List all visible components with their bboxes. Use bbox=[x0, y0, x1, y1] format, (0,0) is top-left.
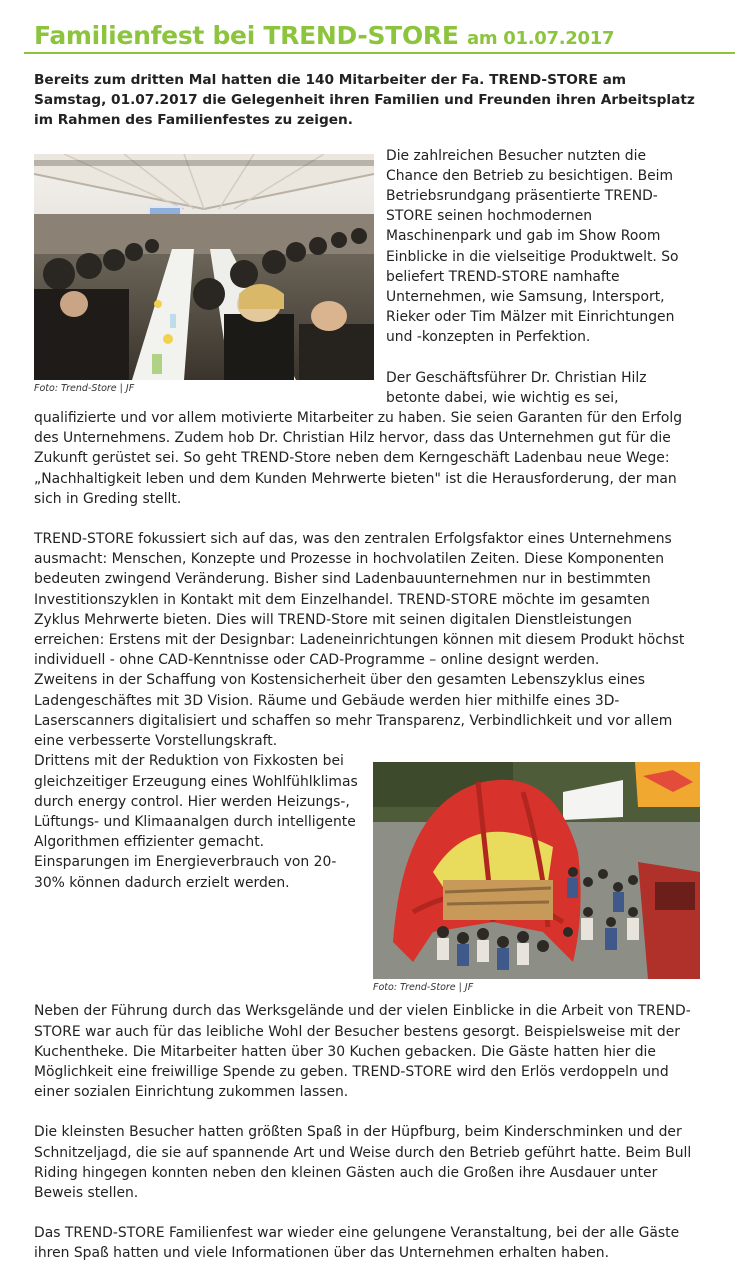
title-date: am 01.07.2017 bbox=[467, 28, 615, 49]
body-paragraph: Zweitens in der Schaffung von Kostensicherheit über den gesamten Lebenszyklus eines Ladengeschäftes mit 3D Vision. Räume und Gebäude werden hier mithilfe eines 3D-Laserscanners digitalisiert und schaffen so mehr Transparenz, Verbindlichkeit und vor allem eine verbesserte Vorstellungskraft. bbox=[34, 672, 673, 750]
photo-tent-event bbox=[34, 154, 374, 380]
body-paragraph: Die zahlreichen Besucher nutzten die Chance den Betrieb zu besichtigen. Beim Betriebsrundgang präsentierte TREND-STORE seinen hochmodernen Maschinenpark und gab im Show Room Einblicke in die vielseitige Produktwelt. So beliefert TREND-STORE namhafte Unternehmen, wie Samsung, Intersport, Rieker oder Tim Mälzer mit Einrichtungen und -konzepten in Perfektion. bbox=[386, 147, 679, 346]
body-paragraph: Drittens mit der Reduktion von Fixkosten bei gleichzeitiger Erzeugung eines Wohlfühlklimas durch energy control. Hier werden Heizungs-, Lüftungs- und Klimaanalgen durch intelligente Algorithmen effizienter gemacht. Einsparungen im Energieverbrauch von 20-30% können dadurch erzielt werden. bbox=[34, 753, 358, 891]
article-body bbox=[34, 70, 700, 1284]
photo-outdoor-tent bbox=[373, 762, 700, 979]
body-paragraph: TREND-STORE fokussiert sich auf das, was den zentralen Erfolgsfaktor eines Unternehmens ausmacht: Menschen, Konzepte und Prozesse in hochvolatilen Zeiten. Diese Komponenten bedeuten zwingend Veränderung. Bisher sind Ladenbauunternehmen nur in bestimmten Investitionszyklen in Kontakt mit dem Einzelhandel. TREND-STORE möchte im gesamten Zyklus Mehrwerte bieten. Dies will TREND-Store mit seinen digitalen Dienstleistungen erreichen: Erstens mit der Designbar: Ladeneinrichtungen können mit diesem Produkt höchst individuell - ohne CAD-Kenntnisse oder CAD-Programme – online designt werden. bbox=[34, 531, 685, 669]
title-underline bbox=[24, 52, 735, 54]
lead-paragraph: Bereits zum dritten Mal hatten die 140 Mitarbeiter der Fa. TREND-STORE am Samstag, 01.07.2017 die Gelegenheit ihren Familien und Freunden ihren Arbeitsplatz im Rahmen des Familienfestes zu zeigen. bbox=[34, 72, 695, 129]
body-paragraph: Der Geschäftsführer Dr. Christian Hilz betonte dabei, wie wichtig es sei, qualifizierte und vor allem motivierte Mitarbeiter zu haben. Sie seien Garanten für den Erfolg des Unternehmens. Zudem hob Dr. Christian Hilz hervor, dass das Unternehmen gut für die Zukunft gerüstet sei. So geht TREND-Store neben dem Kerngeschäft Ladenbau neue Wege: „Nachhaltigkeit leben und dem Kunden Mehrwerte bieten" ist die Herausforderung, der man sich in Greding stellt. bbox=[34, 369, 683, 507]
figure-outdoor-tent bbox=[373, 762, 700, 995]
body-paragraph: Die kleinsten Besucher hatten größten Spaß in der Hüpfburg, beim Kinderschminken und der Schnitzeljagd, die sie auf spannende Art und Weise durch den Betrieb geführt hatte. Beim Bull Riding hingegen konnten neben den kleinen Gästen auch die Großen ihre Ausdauer unter Beweis stellen. bbox=[34, 1124, 692, 1201]
body-paragraph: Das TREND-STORE Familienfest war wieder eine gelungene Veranstaltung, bei der alle Gäste ihren Spaß hatten und viele Informationen über das Unternehmen erhalten haben. bbox=[34, 1225, 680, 1262]
photo-caption: Foto: Trend-Store | JF bbox=[373, 982, 474, 994]
body-paragraph: Neben der Führung durch das Werksgelände und der vielen Einblicke in die Arbeit von TREND-STORE war auch für das leibliche Wohl der Besucher bestens gesorgt. Beispielsweise mit der Kuchentheke. Die Mitarbeiter hatten über 30 Kuchen gebacken. Die Gäste hatten hier die Möglichkeit eine freiwillige Spende zu geben. TREND-STORE wird den Erlös verdoppeln und einer sozialen Einrichtung zukommen lassen. bbox=[34, 1003, 691, 1101]
title-main: Familienfest bei TREND-STORE bbox=[34, 21, 459, 50]
photo-caption: Foto: Trend-Store | JF bbox=[34, 382, 135, 394]
figure-tent-event bbox=[34, 154, 374, 396]
